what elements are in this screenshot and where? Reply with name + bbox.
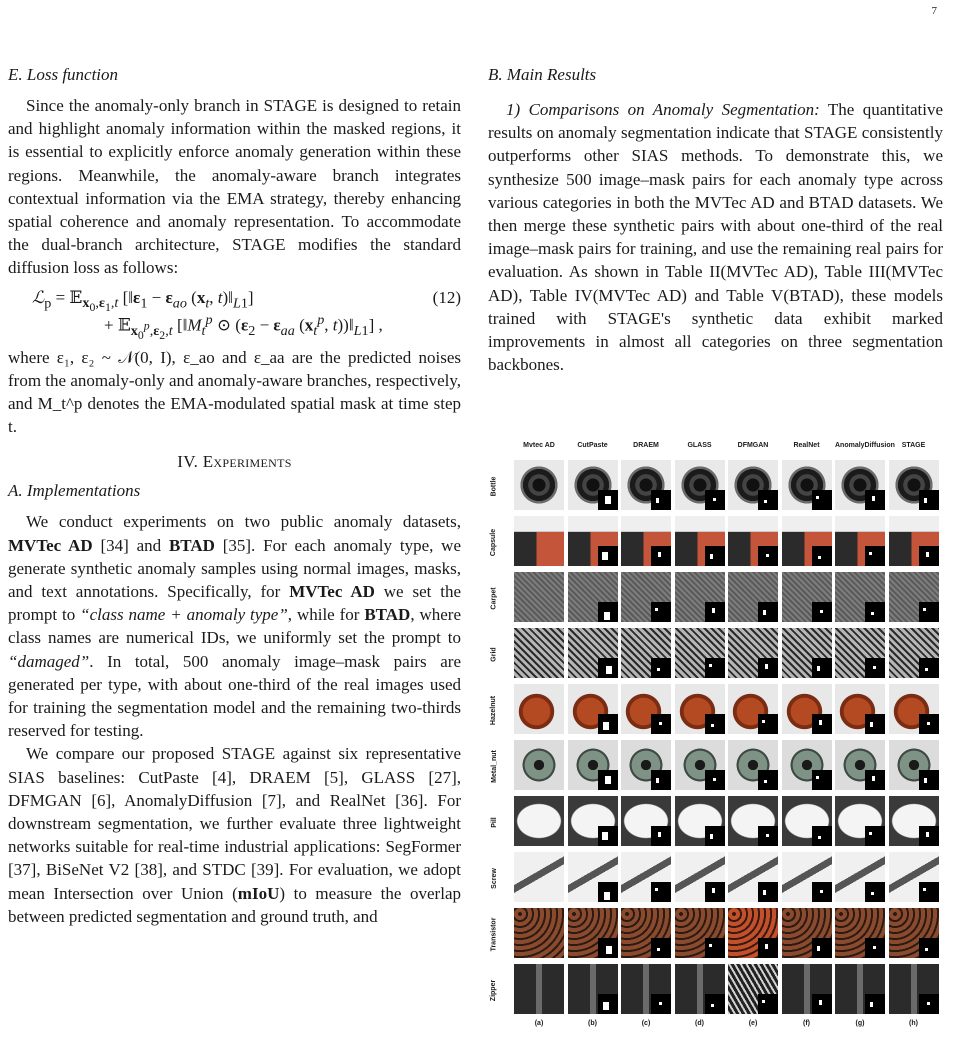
figure-letter-label: (g) <box>855 1020 865 1027</box>
figure-image-cell <box>621 628 671 678</box>
mask-inset <box>598 994 618 1014</box>
figure-image-cell <box>514 572 564 622</box>
figure-image-cell <box>728 460 778 510</box>
page-number: 7 <box>931 5 937 17</box>
mask-inset <box>919 994 939 1014</box>
mask-inset <box>865 938 885 958</box>
mask-inset <box>919 490 939 510</box>
mask-inset <box>651 770 671 790</box>
figure-image-cell <box>621 516 671 566</box>
equation-line-1: ℒ$_p$ = 𝔼$_{x_0,\varepsilon_1,t}$ [$‖\varepsilon_1 - \varepsilon_{ao}$ ($x_t$, $t)‖_{L1}$] <box>32 287 254 314</box>
figure-image-cell <box>889 852 939 902</box>
figure-image-cell <box>621 908 671 958</box>
mask-inset <box>705 938 725 958</box>
mask-inset <box>865 490 885 510</box>
figure-image-cell <box>514 684 564 734</box>
figure-image-cell <box>889 964 939 1014</box>
mask-inset <box>598 546 618 566</box>
equation-line-2: + 𝔼$_{x_0^p,\varepsilon_2,t}$ [$‖M_t^p$ ⊙ ($\varepsilon_2 - \varepsilon_{aa}$ ($x_t^p$, $t))‖_{L1}$] , <box>104 311 383 342</box>
mask-inset <box>598 658 618 678</box>
figure-column-header: DRAEM <box>633 442 659 449</box>
figure-image-cell <box>514 908 564 958</box>
figure-image-cell <box>782 684 832 734</box>
where-paragraph: where ε₁, ε₂ ~ 𝒩(0, I), ε_ao and ε_aa are the predicted noises from the anomaly-only and anomaly-aware branches, respectively, and M_t^p denotes the EMA-modulated spatial mask at time step t. <box>8 347 461 437</box>
figure-row-bottle <box>488 460 943 512</box>
mask-inset <box>758 490 778 510</box>
figure-row-label: Pill <box>490 816 498 828</box>
figure-image-cell <box>514 516 564 566</box>
figure-letter-label: (h) <box>909 1020 918 1027</box>
figure-image-cell <box>889 908 939 958</box>
comparison-figure <box>488 442 943 1037</box>
section-a-title: A. Implementations <box>8 481 141 501</box>
figure-image-cell <box>835 740 885 790</box>
figure-column-headers <box>514 442 943 454</box>
figure-row-metal_nut <box>488 740 943 792</box>
figure-image-cell <box>889 796 939 846</box>
mask-inset <box>598 826 618 846</box>
figure-image-cell <box>728 964 778 1014</box>
figure-row-grid <box>488 628 943 680</box>
figure-row-label: Grid <box>490 646 498 662</box>
mask-inset <box>758 938 778 958</box>
mask-inset <box>705 602 725 622</box>
figure-row-capsule <box>488 516 943 568</box>
mask-inset <box>705 770 725 790</box>
mask-inset <box>865 770 885 790</box>
figure-column-header: Mvtec AD <box>523 442 555 449</box>
figure-image-cell <box>621 460 671 510</box>
mask-inset <box>598 938 618 958</box>
mask-inset <box>865 602 885 622</box>
figure-image-cell <box>514 460 564 510</box>
mask-inset <box>598 714 618 734</box>
mask-inset <box>705 490 725 510</box>
figure-image-cell <box>568 796 618 846</box>
mask-inset <box>598 882 618 902</box>
mask-inset <box>919 770 939 790</box>
mask-inset <box>919 882 939 902</box>
mask-inset <box>919 658 939 678</box>
figure-row-label: Transistor <box>490 917 498 951</box>
mask-inset <box>758 658 778 678</box>
mask-inset <box>651 602 671 622</box>
figure-image-cell <box>782 852 832 902</box>
figure-image-cell <box>675 908 725 958</box>
figure-image-cell <box>568 460 618 510</box>
mask-inset <box>651 938 671 958</box>
figure-column-header: AnomalyDiffusion <box>835 442 895 449</box>
figure-column-header: DFMGAN <box>737 442 769 449</box>
figure-row-pill <box>488 796 943 848</box>
mask-inset <box>598 770 618 790</box>
mask-inset <box>758 882 778 902</box>
figure-image-cell <box>621 684 671 734</box>
figure-image-cell <box>889 684 939 734</box>
mask-inset <box>705 714 725 734</box>
figure-letter-label: (c) <box>641 1020 651 1027</box>
figure-image-cell <box>675 460 725 510</box>
mask-inset <box>758 826 778 846</box>
left-column <box>8 64 461 928</box>
figure-row-label: Screw <box>490 867 498 889</box>
figure-image-cell <box>621 796 671 846</box>
results-paragraph: 1) Comparisons on Anomaly Segmentation: The quantitative results on anomaly segmentation indicate that STAGE consistently outperforms other SIAS methods. To demonstrate this, we synthesize 500 image–mask pairs for each anomaly type across various categories in both the MVTec AD and BTAD datasets. We then merge these synthetic pairs with about one-third of the real image–mask pairs for training, and use the remaining real pairs for evaluation. As shown in Table II(MVTec AD), Table III(MVTec AD), Table IV(MVTec AD) and Table V(BTAD), these models trained with STAGE's synthetic data exhibit marked improvements in almost all categories on three segmentation backbones. <box>488 100 944 375</box>
figure-image-cell <box>728 628 778 678</box>
figure-image-cell <box>889 740 939 790</box>
figure-image-cell <box>568 572 618 622</box>
figure-image-cell <box>675 964 725 1014</box>
figure-row-zipper <box>488 964 943 1016</box>
figure-row-label: Bottle <box>490 476 498 496</box>
baselines-paragraph: We compare our proposed STAGE against six representative SIAS baselines: CutPaste [4], DRAEM [5], GLASS [27], DFMGAN [6], AnomalyDiffusion [7], and RealNet [36]. For downstream segmentation, we further evaluate three lightweight networks suitable for real-time industrial applications: SegFormer [37], BiSeNet V2 [38], and STDC [39]. For evaluation, we adopt mean Intersection over Union (mIoU) to measure the overlap between predicted segmentation and ground truth, and <box>8 744 461 926</box>
figure-image-cell <box>782 964 832 1014</box>
figure-image-cell <box>568 852 618 902</box>
figure-image-cell <box>728 684 778 734</box>
mask-inset <box>919 546 939 566</box>
section-e-title: E. Loss function <box>8 65 119 84</box>
mask-inset <box>865 714 885 734</box>
mask-inset <box>812 714 832 734</box>
mask-inset <box>812 826 832 846</box>
mask-inset <box>705 826 725 846</box>
mask-inset <box>651 490 671 510</box>
mask-inset <box>865 658 885 678</box>
figure-row-carpet <box>488 572 943 624</box>
mask-inset <box>865 546 885 566</box>
mask-inset <box>651 882 671 902</box>
figure-row-label: Capsule <box>490 528 498 556</box>
figure-image-cell <box>675 740 725 790</box>
figure-row-label: Metal_nut <box>490 749 498 783</box>
figure-column-header: RealNet <box>793 442 820 449</box>
figure-image-cell <box>621 572 671 622</box>
section-b-title: B. Main Results <box>488 65 597 84</box>
mask-inset <box>758 602 778 622</box>
mask-inset <box>812 938 832 958</box>
figure-image-cell <box>568 964 618 1014</box>
figure-row-label: Zipper <box>490 979 498 1001</box>
mask-inset <box>598 602 618 622</box>
figure-column-header: GLASS <box>687 442 712 449</box>
equation-12 <box>8 288 461 340</box>
figure-row-label: Hazelnut <box>490 695 498 725</box>
figure-image-cell <box>889 628 939 678</box>
mask-inset <box>758 770 778 790</box>
figure-image-cell <box>621 964 671 1014</box>
figure-letters <box>488 1020 943 1032</box>
figure-image-cell <box>514 852 564 902</box>
figure-image-cell <box>568 628 618 678</box>
figure-image-cell <box>514 628 564 678</box>
mask-inset <box>812 602 832 622</box>
figure-image-cell <box>728 572 778 622</box>
figure-image-cell <box>568 684 618 734</box>
mask-inset <box>758 546 778 566</box>
figure-image-cell <box>568 740 618 790</box>
figure-row-screw <box>488 852 943 904</box>
figure-image-cell <box>675 796 725 846</box>
figure-row-label: Carpet <box>490 586 498 610</box>
figure-image-cell <box>889 572 939 622</box>
mask-inset <box>651 826 671 846</box>
figure-image-cell <box>835 628 885 678</box>
figure-image-cell <box>835 852 885 902</box>
mask-inset <box>651 658 671 678</box>
mask-inset <box>651 994 671 1014</box>
mask-inset <box>919 602 939 622</box>
figure-image-cell <box>728 740 778 790</box>
mask-inset <box>919 714 939 734</box>
figure-image-cell <box>835 964 885 1014</box>
figure-image-cell <box>621 740 671 790</box>
figure-image-cell <box>675 516 725 566</box>
mask-inset <box>705 658 725 678</box>
mask-inset <box>919 938 939 958</box>
mask-inset <box>705 994 725 1014</box>
figure-image-cell <box>675 572 725 622</box>
figure-image-cell <box>782 460 832 510</box>
figure-letter-label: (e) <box>748 1020 758 1027</box>
figure-image-cell <box>782 796 832 846</box>
figure-image-cell <box>568 516 618 566</box>
figure-letter-label: (d) <box>695 1020 704 1027</box>
figure-image-cell <box>889 516 939 566</box>
equation-number: (12) <box>432 287 461 307</box>
mask-inset <box>812 658 832 678</box>
figure-image-cell <box>782 908 832 958</box>
figure-image-cell <box>835 460 885 510</box>
right-column <box>488 64 943 376</box>
mask-inset <box>812 490 832 510</box>
figure-letter-label: (f) <box>803 1020 810 1027</box>
figure-column-header: STAGE <box>901 442 926 449</box>
mask-inset <box>598 490 618 510</box>
section-iv-title: IV. Experiments <box>177 452 292 472</box>
figure-image-cell <box>835 516 885 566</box>
figure-image-cell <box>835 908 885 958</box>
mask-inset <box>812 546 832 566</box>
figure-row-transistor <box>488 908 943 960</box>
figure-image-cell <box>782 516 832 566</box>
mask-inset <box>705 546 725 566</box>
mask-inset <box>812 770 832 790</box>
figure-image-cell <box>835 572 885 622</box>
figure-image-cell <box>782 628 832 678</box>
mask-inset <box>705 882 725 902</box>
figure-image-cell <box>728 796 778 846</box>
figure-row-hazelnut <box>488 684 943 736</box>
figure-image-cell <box>835 684 885 734</box>
mask-inset <box>865 882 885 902</box>
figure-image-cell <box>675 628 725 678</box>
figure-image-cell <box>514 740 564 790</box>
mask-inset <box>758 994 778 1014</box>
figure-image-cell <box>728 516 778 566</box>
figure-image-cell <box>889 460 939 510</box>
mask-inset <box>812 994 832 1014</box>
figure-image-cell <box>675 852 725 902</box>
figure-image-cell <box>728 908 778 958</box>
figure-image-cell <box>621 852 671 902</box>
figure-image-cell <box>675 684 725 734</box>
figure-image-cell <box>782 572 832 622</box>
figure-image-cell <box>514 796 564 846</box>
mask-inset <box>865 826 885 846</box>
figure-letter-label: (a) <box>534 1020 544 1027</box>
mask-inset <box>865 994 885 1014</box>
mask-inset <box>758 714 778 734</box>
mask-inset <box>651 546 671 566</box>
figure-image-cell <box>835 796 885 846</box>
loss-paragraph: Since the anomaly-only branch in STAGE is designed to retain and highlight anomaly information within the masked regions, it is essential to explicitly enforce anomaly generation within these regions. Meanwhile, the anomaly-aware branch integrates contextual information via the EMA strategy, thereby enhancing spatial coherence and anomaly representation. To accommodate the dual-branch architecture, STAGE modifies the standard diffusion loss as follows: <box>8 96 461 278</box>
figure-image-cell <box>728 852 778 902</box>
mask-inset <box>651 714 671 734</box>
figure-letter-label: (b) <box>588 1020 597 1027</box>
mask-inset <box>812 882 832 902</box>
mask-inset <box>919 826 939 846</box>
figure-column-header: CutPaste <box>577 442 608 449</box>
implementations-paragraph: We conduct experiments on two public anomaly datasets, MVTec AD [34] and BTAD [35]. For each anomaly type, we generate synthetic anomaly samples using normal images, masks, and text annotations. Specifically, for MVTec AD we set the prompt to “class name + anomaly type”, while for BTAD, where class names are numerical IDs, we uniformly set the prompt to “damaged”. In total, 500 anomaly image–mask pairs are generated per type, with about one-third of the real images used for training the segmentation model and the remaining two-thirds reserved for testing. <box>8 512 462 741</box>
figure-image-cell <box>514 964 564 1014</box>
figure-image-cell <box>782 740 832 790</box>
figure-image-cell <box>568 908 618 958</box>
